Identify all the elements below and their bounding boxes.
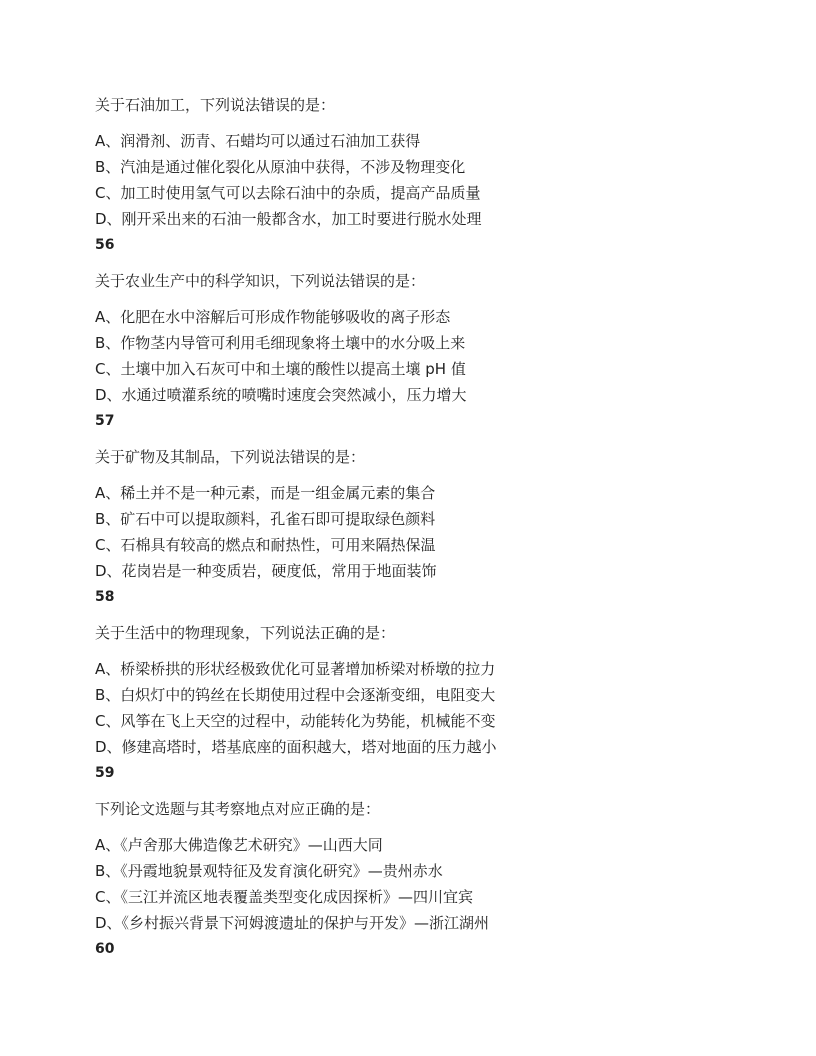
question-block bbox=[95, 620, 735, 786]
document-page bbox=[95, 92, 735, 972]
option-c: C、土壤中加入石灰可中和土壤的酸性以提高土壤 pH 值 bbox=[95, 360, 466, 378]
option-b: B、白炽灯中的钨丝在长期使用过程中会逐渐变细，电阻变大 bbox=[95, 686, 496, 704]
option-d: D、水通过喷灌系统的喷嘴时速度会突然减小，压力增大 bbox=[95, 386, 467, 404]
option-a: A、化肥在水中溶解后可形成作物能够吸收的离子形态 bbox=[95, 308, 451, 326]
option-a: A、稀土并不是一种元素，而是一组金属元素的集合 bbox=[95, 484, 436, 502]
question-text: 关于生活中的物理现象，下列说法正确的是： bbox=[95, 624, 396, 642]
option-a: A、润滑剂、沥青、石蜡均可以通过石油加工获得 bbox=[95, 132, 421, 150]
question-block bbox=[95, 796, 735, 962]
question-number: 56 bbox=[95, 237, 115, 253]
question-number: 57 bbox=[95, 413, 115, 429]
option-c: C、石棉具有较高的燃点和耐热性，可用来隔热保温 bbox=[95, 536, 436, 554]
question-number: 59 bbox=[95, 765, 115, 781]
option-b: B、汽油是通过催化裂化从原油中获得，不涉及物理变化 bbox=[95, 158, 466, 176]
option-c: C、《三江并流区地表覆盖类型变化成因探析》—四川宜宾 bbox=[95, 888, 473, 906]
question-text: 关于农业生产中的科学知识，下列说法错误的是： bbox=[95, 272, 426, 290]
option-d: D、刚开采出来的石油一般都含水，加工时要进行脱水处理 bbox=[95, 210, 482, 228]
option-b: B、作物茎内导管可利用毛细现象将土壤中的水分吸上来 bbox=[95, 334, 466, 352]
question-block bbox=[95, 268, 735, 434]
option-d: D、修建高塔时，塔基底座的面积越大，塔对地面的压力越小 bbox=[95, 738, 497, 756]
question-text: 关于石油加工，下列说法错误的是： bbox=[95, 96, 336, 114]
question-number: 58 bbox=[95, 589, 115, 605]
question-block bbox=[95, 92, 735, 258]
option-a: A、《卢舍那大佛造像艺术研究》—山西大同 bbox=[95, 836, 383, 854]
option-a: A、桥梁桥拱的形状经极致优化可显著增加桥梁对桥墩的拉力 bbox=[95, 660, 496, 678]
question-block bbox=[95, 444, 735, 610]
option-c: C、风筝在飞上天空的过程中，动能转化为势能，机械能不变 bbox=[95, 712, 496, 730]
option-d: D、花岗岩是一种变质岩，硬度低，常用于地面装饰 bbox=[95, 562, 437, 580]
question-text: 下列论文选题与其考察地点对应正确的是： bbox=[95, 800, 381, 818]
option-d: D、《乡村振兴背景下河姆渡遗址的保护与开发》—浙江湖州 bbox=[95, 914, 490, 932]
option-c: C、加工时使用氢气可以去除石油中的杂质，提高产品质量 bbox=[95, 184, 481, 202]
option-b: B、矿石中可以提取颜料，孔雀石即可提取绿色颜料 bbox=[95, 510, 436, 528]
option-b: B、《丹霞地貌景观特征及发育演化研究》—贵州赤水 bbox=[95, 862, 443, 880]
question-text: 关于矿物及其制品，下列说法错误的是： bbox=[95, 448, 366, 466]
question-number: 60 bbox=[95, 941, 115, 957]
